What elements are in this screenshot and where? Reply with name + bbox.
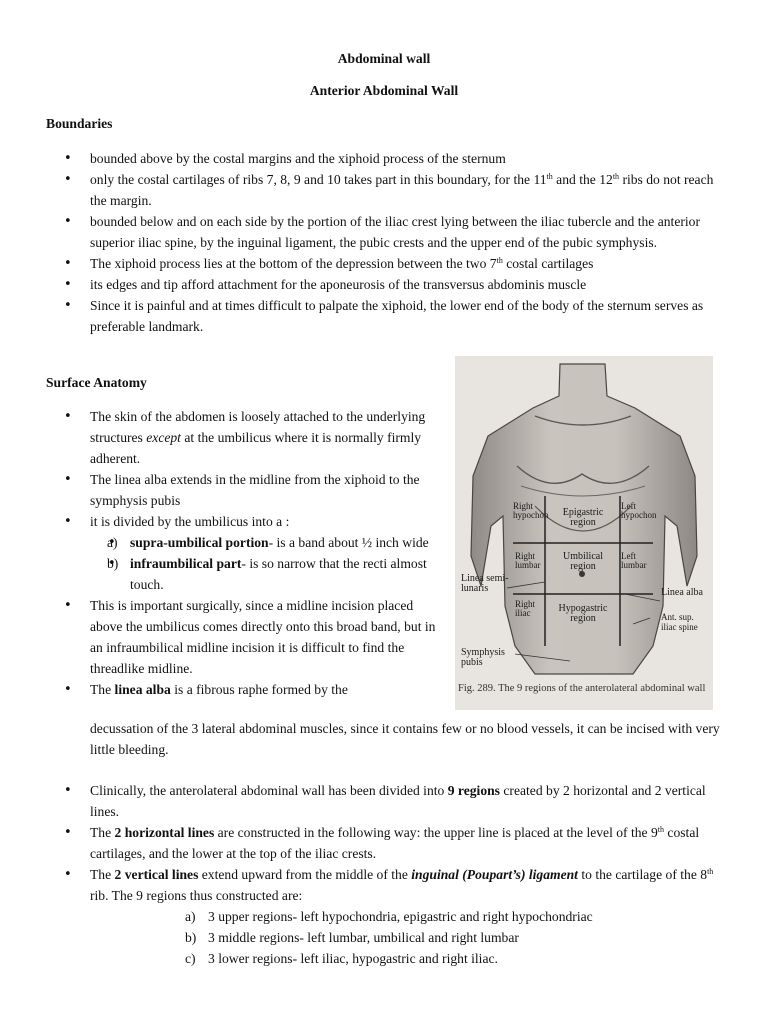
list-item: • The 2 vertical lines extend upward from the middle of the inguinal (Poupart’s) ligament to the cartilage of the 8th rib. The 9 regions thus constructed are: [46, 864, 722, 906]
surface-anatomy-heading: Surface Anatomy [46, 375, 147, 390]
list-item: • its edges and tip afford attachment for the aponeurosis of the transversus abdominis muscle [46, 274, 722, 295]
list-item: • The xiphoid process lies at the bottom of the depression between the two 7th costal cartilages [46, 253, 722, 274]
label-right-iliac: Right iliac [515, 599, 536, 618]
list-item: • it is divided by the umbilicus into a : • a) supra-umbilical portion- is a band about ½ inch wide • b) infraumbilical part- is so narrow that the recti almost touch. [46, 511, 442, 595]
boundaries-list [46, 148, 722, 337]
label-umbilical: Umbilical region [563, 551, 603, 572]
list-item: • bounded above by the costal margins and the xiphoid process of the sternum [46, 148, 722, 169]
linea-alba-continuation: decussation of the 3 lateral abdominal muscles, since it contains few or no blood vessels, it can be incised with very little bleeding. [90, 721, 720, 757]
list-item: • Clinically, the anterolateral abdominal wall has been divided into 9 regions created by 2 horizontal and 2 vertical lines. [46, 780, 722, 822]
label-right-hypochondriac: Right hypochon [513, 501, 549, 520]
abdominal-regions-figure [455, 356, 713, 710]
label-linea-alba: Linea alba [661, 587, 703, 598]
label-right-lumbar: Right lumbar [515, 551, 541, 570]
list-item: b) 3 middle regions- left lumbar, umbilical and right lumbar [185, 930, 519, 945]
list-item: • Since it is painful and at times difficult to palpate the xiphoid, the lower end of the body of the sternum serves as preferable landmark. [46, 295, 722, 337]
subdivision-list [46, 532, 442, 595]
label-left-lumbar: Left lumbar [621, 551, 647, 570]
list-item: • only the costal cartilages of ribs 7, 8, 9 and 10 takes part in this boundary, for the 11th and the 12th ribs do not reach the margin. [46, 169, 722, 211]
label-symphysis-pubis: Symphysis pubis [461, 647, 505, 668]
list-item: • The linea alba is a fibrous raphe formed by the [46, 679, 442, 700]
document-subtitle: Anterior Abdominal Wall [309, 83, 459, 98]
list-item: • bounded below and on each side by the portion of the iliac crest lying between the iliac tubercle and the anterior superior iliac spine, by the inguinal ligament, the pubic crests and the upper end of the pubic symphysis. [46, 211, 722, 253]
list-item: a) 3 upper regions- left hypochondria, epigastric and right hypochondriac [185, 909, 593, 924]
regions-sublist [166, 906, 722, 969]
list-item: • The 2 horizontal lines are constructed in the following way: the upper line is placed at the level of the 9th costal cartilages, and the lower at the top of the iliac crests. [46, 822, 722, 864]
list-item: • This is important surgically, since a midline incision placed above the umbilicus comes directly onto this broad band, but in an infraumbilical midline incision it is difficult to find the threadlike midline. [46, 595, 442, 679]
list-item: • b) infraumbilical part- is so narrow that the recti almost touch. [90, 553, 442, 595]
figure-caption: Fig. 289. The 9 regions of the anterolateral abdominal wall [458, 683, 706, 694]
boundaries-heading: Boundaries [46, 116, 113, 131]
list-item: • The linea alba extends in the midline from the xiphoid to the symphysis pubis [46, 469, 442, 511]
label-ant-sup-iliac-spine: Ant. sup. iliac spine [661, 612, 698, 632]
list-item: • The skin of the abdomen is loosely attached to the underlying structures except at the umbilicus where it is normally firmly adherent. [46, 406, 442, 469]
label-left-hypochondriac: Left hypochon [621, 501, 657, 520]
list-item: • a) supra-umbilical portion- is a band about ½ inch wide [90, 532, 442, 553]
document-title: Abdominal wall [337, 51, 431, 66]
label-hypogastric: Hypogastric region [558, 603, 608, 624]
label-linea-semilunaris: Linea semi-lunaris [461, 573, 509, 594]
surface-anatomy-list [46, 406, 442, 700]
regions-list [46, 780, 722, 906]
label-epigastric: Epigastric region [562, 507, 604, 528]
list-item: c) 3 lower regions- left iliac, hypogastric and right iliac. [185, 951, 498, 966]
